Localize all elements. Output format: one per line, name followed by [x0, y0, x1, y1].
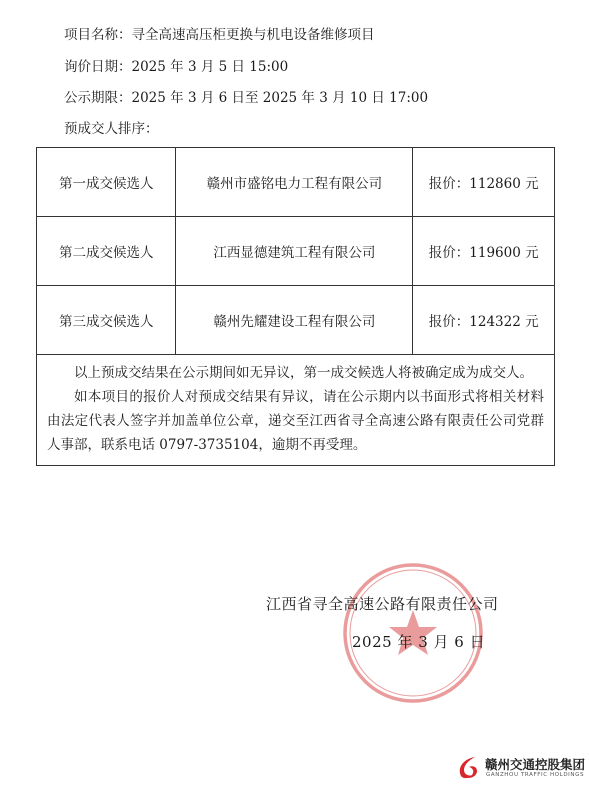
table-row	[37, 217, 555, 286]
notes-row	[37, 355, 555, 466]
notes-paragraph-1: 以上预成交结果在公示期间如无异议，第一成交候选人将被确定成为成交人。	[74, 365, 533, 381]
issue-date: 2025 年 3 月 6 日	[352, 633, 486, 651]
company-logo	[455, 752, 585, 786]
candidate-price: 报价：119600 元	[413, 217, 555, 286]
inquiry-date-value: 2025 年 3 月 5 日 15:00	[131, 59, 289, 75]
candidate-rank: 第二成交候选人	[37, 217, 176, 286]
notes-paragraph-2: 如本项目的报价人对预成交结果有异议，请在公示期内以书面形式将相关材料由法定代表人签字并加盖单位公章，递交至江西省寻全高速公路有限责任公司党群人事部，联系电话 0797-3735104，逾期不再受理。	[47, 389, 544, 453]
publicity-period-value: 2025 年 3 月 6 日至 2025 年 3 月 10 日 17:00	[131, 90, 429, 106]
publicity-period-label: 公示期限：	[64, 90, 132, 106]
candidate-rank: 第三成交候选人	[37, 286, 176, 355]
publicity-period-line	[64, 86, 428, 106]
ranking-label: 预成交人排序：	[64, 121, 159, 137]
issuer-name: 江西省寻全高速公路有限责任公司	[266, 595, 499, 613]
inquiry-date-line	[64, 55, 288, 75]
candidate-company: 赣州先耀建设工程有限公司	[176, 286, 413, 355]
candidate-company: 江西显德建筑工程有限公司	[176, 217, 413, 286]
inquiry-date-label: 询价日期：	[64, 59, 132, 75]
logo-text-cn: 赣州交通控股集团	[485, 757, 586, 772]
project-name-label: 项目名称：	[64, 27, 132, 43]
candidate-table	[36, 147, 555, 466]
logo-mark-icon	[455, 754, 481, 780]
candidate-company: 赣州市盛铭电力工程有限公司	[176, 148, 413, 217]
notes-cell	[37, 355, 555, 466]
candidate-rank: 第一成交候选人	[37, 148, 176, 217]
candidate-price: 报价：124322 元	[413, 286, 555, 355]
table-row	[37, 148, 555, 217]
project-name-line	[64, 23, 375, 43]
candidate-price: 报价：112860 元	[413, 148, 555, 217]
ranking-heading	[64, 117, 159, 137]
logo-text-en: GANZHOU TRAFFIC HOLDINGS	[486, 772, 585, 778]
table-row	[37, 286, 555, 355]
project-name-value: 寻全高速高压柜更换与机电设备维修项目	[131, 27, 375, 43]
